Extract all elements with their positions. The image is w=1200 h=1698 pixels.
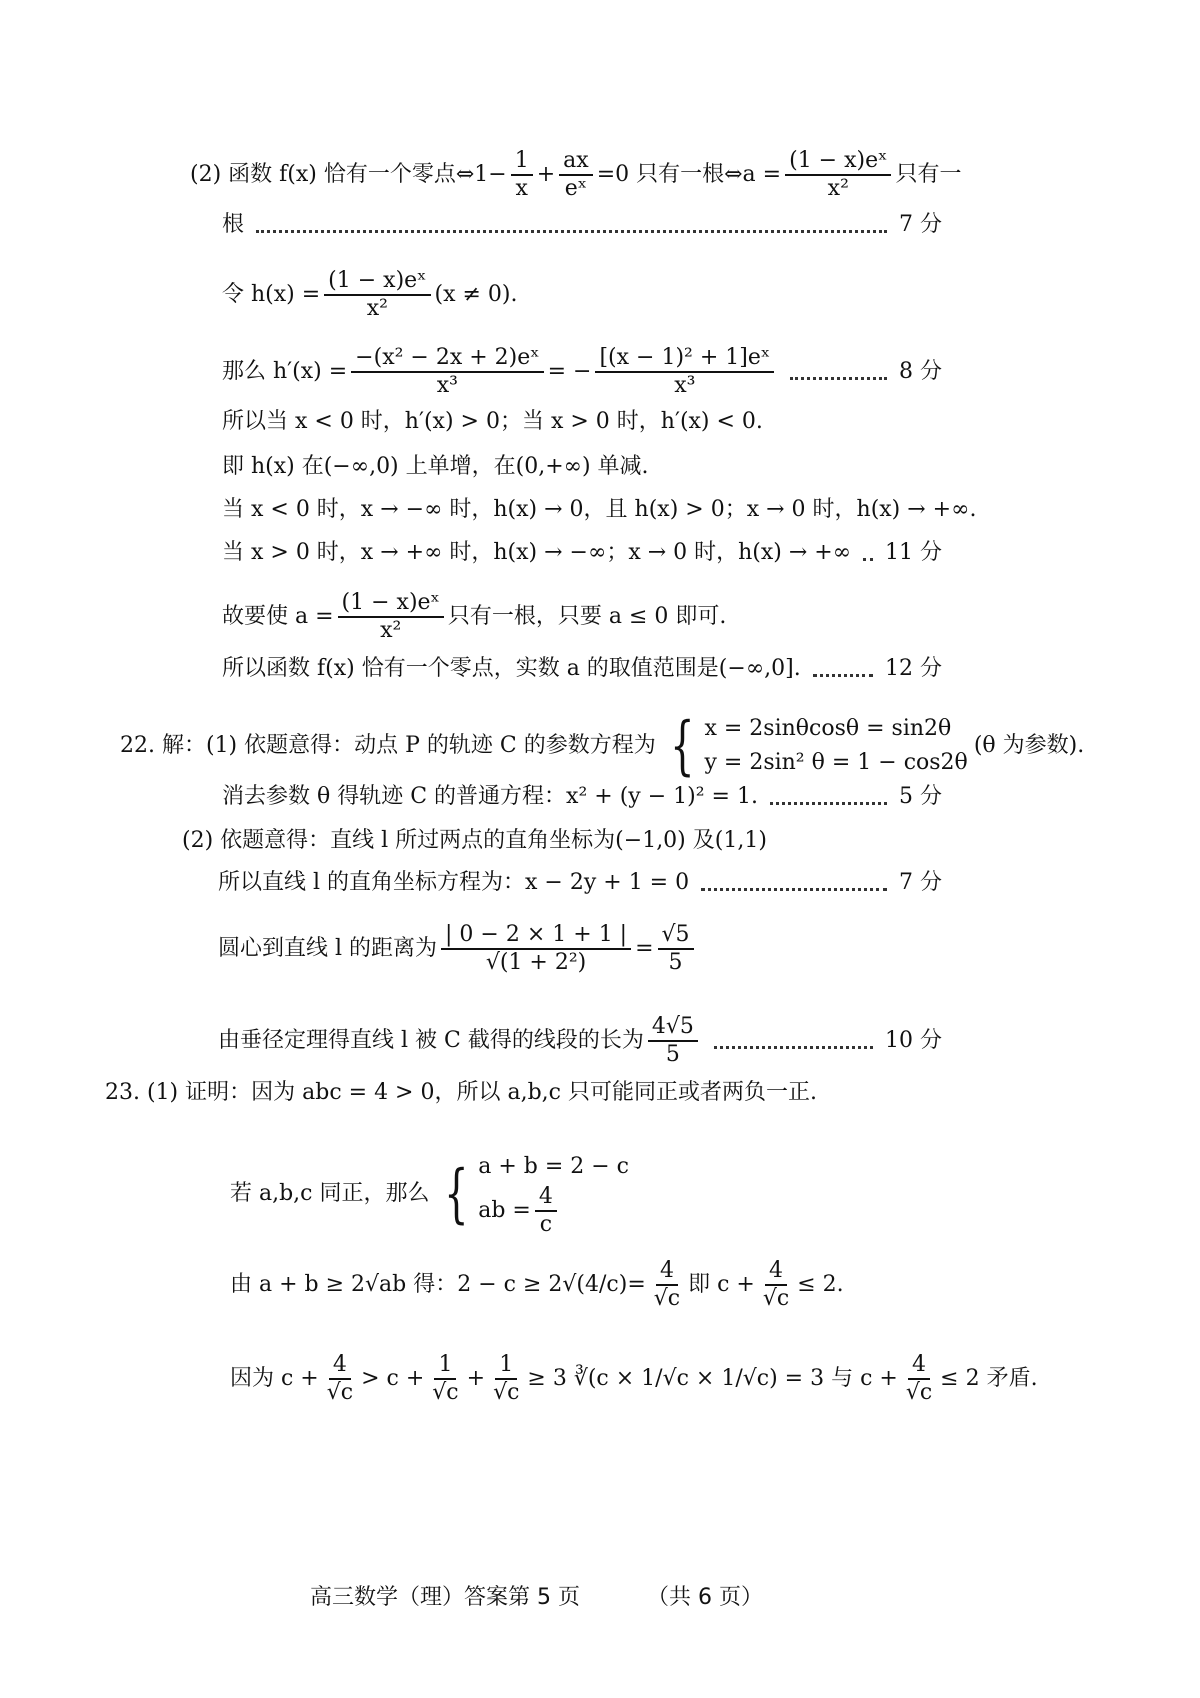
score-label: 7 分 xyxy=(899,212,942,237)
text: ab = xyxy=(478,1198,531,1223)
text: ≤ 2 矛盾. xyxy=(940,1366,1038,1391)
text: 当 x < 0 时，x → −∞ 时，h(x) → 0，且 h(x) > 0；x → 0 时，h(x) → +∞. xyxy=(222,497,977,522)
numerator: 4 xyxy=(535,1184,557,1212)
dot-leader xyxy=(714,1045,873,1049)
equation: x = 2sinθcosθ = sin2θ xyxy=(704,716,952,741)
text: (2) 函数 f(x) 恰有一个零点⇔1− xyxy=(190,162,507,187)
numerator: 1 xyxy=(495,1352,517,1380)
equation-system xyxy=(662,709,968,783)
score-label: 8 分 xyxy=(899,359,942,384)
text: ≥ 3 ∛(c × 1/√c × 1/√c) = 3 与 c + xyxy=(527,1366,898,1391)
numerator: (1 − x)eˣ xyxy=(324,268,430,296)
text: 只有一根，只要 a ≤ 0 即可. xyxy=(447,604,727,629)
fraction xyxy=(650,1258,684,1312)
line-root-score xyxy=(222,210,942,240)
dot-leader xyxy=(770,801,887,805)
line-contradiction xyxy=(230,1352,1038,1406)
denominator: √c xyxy=(905,1380,933,1405)
fraction xyxy=(428,1352,462,1406)
line-line-eq xyxy=(218,868,942,898)
text: 根 xyxy=(222,212,245,237)
fraction xyxy=(511,148,533,202)
text: 故要使 a = xyxy=(222,604,334,629)
footer-total: （共 6 页） xyxy=(646,1585,763,1610)
fraction xyxy=(648,1014,698,1068)
text: 若 a,b,c 同正，那么 xyxy=(230,1181,430,1206)
text: = xyxy=(635,936,654,961)
numerator: −(x² − 2x + 2)eˣ xyxy=(351,345,543,373)
denominator: √c xyxy=(326,1380,354,1405)
text: 消去参数 θ 得轨迹 C 的普通方程：x² + (y − 1)² = 1. xyxy=(222,784,758,809)
denominator: x² xyxy=(380,618,402,643)
denominator: 5 xyxy=(665,1042,680,1067)
denominator: x² xyxy=(366,296,388,321)
dot-leader xyxy=(256,229,887,233)
line-am-gm xyxy=(230,1258,844,1312)
numerator: (1 − x)eˣ xyxy=(785,148,891,176)
fraction xyxy=(535,1184,557,1238)
text: 由垂径定理得直线 l 被 C 截得的线段的长为 xyxy=(218,1028,644,1053)
text: 由 a + b ≥ 2√ab 得：2 − c ≥ 2 xyxy=(230,1272,563,1297)
denominator: √c xyxy=(653,1286,681,1311)
dot-leader xyxy=(863,557,873,561)
text: 圆心到直线 l 的距离为 xyxy=(218,936,438,961)
brace: { xyxy=(669,709,695,783)
text: > c + xyxy=(361,1366,425,1391)
numerator: | 0 − 2 × 1 + 1 | xyxy=(441,922,631,950)
line-zero-condition xyxy=(190,148,961,202)
denominator: √c xyxy=(493,1380,520,1405)
dot-leader xyxy=(701,887,887,891)
text: 所以直线 l 的直角坐标方程为：x − 2y + 1 = 0 xyxy=(218,870,690,895)
equation: a + b = 2 − c xyxy=(478,1154,629,1179)
numerator: 1 xyxy=(434,1352,456,1380)
line-chord xyxy=(218,1014,942,1068)
fraction xyxy=(441,922,631,976)
equation: y = 2sin² θ = 1 − cos2θ xyxy=(704,750,968,775)
page-footer xyxy=(310,1580,823,1611)
equation xyxy=(478,1184,629,1238)
text: 23. (1) 证明：因为 abc = 4 > 0，所以 a,b,c 只可能同正或者两负一正. xyxy=(105,1080,817,1105)
dot-leader xyxy=(790,376,887,380)
line-q23-proof xyxy=(105,1078,817,1108)
text: √(4/c) xyxy=(562,1272,628,1297)
numerator: 1 xyxy=(511,148,533,176)
fraction xyxy=(489,1352,523,1406)
equation-system xyxy=(436,1150,630,1238)
text: 当 x > 0 时，x → +∞ 时，h(x) → −∞；x → 0 时，h(x) → +∞ xyxy=(222,540,852,565)
footer-title: 高三数学（理）答案第 5 页 xyxy=(310,1585,580,1610)
text: (x ≠ 0). xyxy=(434,282,518,307)
text: = − xyxy=(547,359,592,384)
text: (2) 依题意得：直线 l 所过两点的直角坐标为(−1,0) 及(1,1) xyxy=(182,828,767,853)
numerator: 4 xyxy=(908,1352,930,1380)
text: 所以函数 f(x) 恰有一个零点，实数 a 的取值范围是(−∞,0]. xyxy=(222,656,801,681)
denominator: √c xyxy=(432,1380,459,1405)
denominator: x³ xyxy=(436,373,458,398)
denominator: eˣ xyxy=(564,176,588,201)
brace: { xyxy=(443,1157,469,1231)
line-limit-neg xyxy=(222,495,976,525)
text: + xyxy=(466,1366,486,1391)
line-derivative xyxy=(222,345,942,399)
fraction xyxy=(759,1258,793,1312)
text: 即 c + xyxy=(688,1272,755,1297)
numerator: 4 xyxy=(329,1352,351,1380)
dot-leader xyxy=(813,673,873,677)
score-label: 10 分 xyxy=(885,1028,942,1053)
line-q22-part2 xyxy=(182,826,767,856)
text: ≤ 2. xyxy=(797,1272,844,1297)
line-distance xyxy=(218,922,698,976)
denominator: √(1 + 2²) xyxy=(485,950,587,975)
text: 即 h(x) 在(−∞,0) 上单增，在(0,+∞) 单减. xyxy=(222,454,649,479)
numerator: 4√5 xyxy=(648,1014,698,1042)
denominator: 5 xyxy=(668,950,683,975)
score-label: 11 分 xyxy=(885,540,942,565)
denominator: c xyxy=(539,1212,553,1237)
text: + xyxy=(536,162,556,187)
text: 22. 解：(1) 依题意得：动点 P 的轨迹 C 的参数方程为 xyxy=(120,733,656,758)
numerator: √5 xyxy=(658,922,694,950)
denominator: x³ xyxy=(674,373,696,398)
line-q22-param xyxy=(120,709,1085,783)
fraction xyxy=(658,922,694,976)
line-define-h xyxy=(222,268,518,322)
denominator: x xyxy=(515,176,528,201)
text: 只有一 xyxy=(895,162,962,187)
denominator: x² xyxy=(827,176,849,201)
numerator: 4 xyxy=(765,1258,787,1286)
fraction xyxy=(324,268,430,322)
score-label: 5 分 xyxy=(899,784,942,809)
text: 因为 c + xyxy=(230,1366,319,1391)
numerator: (1 − x)eˣ xyxy=(338,590,444,618)
line-standard-eq xyxy=(222,782,942,812)
fraction xyxy=(785,148,891,202)
denominator: √c xyxy=(762,1286,790,1311)
text: = xyxy=(627,1272,646,1297)
line-sign xyxy=(222,407,763,437)
line-limit-pos xyxy=(222,538,942,568)
fraction xyxy=(595,345,774,399)
fraction xyxy=(559,148,593,202)
text: 那么 h′(x) = xyxy=(222,359,348,384)
numerator: 4 xyxy=(656,1258,678,1286)
line-monotonic xyxy=(222,452,649,482)
fraction xyxy=(351,345,543,399)
fraction xyxy=(338,590,444,644)
line-conclusion-a xyxy=(222,590,726,644)
numerator: ax xyxy=(559,148,593,176)
numerator: [(x − 1)² + 1]eˣ xyxy=(595,345,774,373)
line-same-sign xyxy=(230,1150,635,1238)
text: (θ 为参数). xyxy=(973,733,1085,758)
text: 所以当 x < 0 时，h′(x) > 0；当 x > 0 时，h′(x) < 0. xyxy=(222,409,763,434)
score-label: 7 分 xyxy=(899,870,942,895)
text: =0 只有一根⇔a = xyxy=(596,162,782,187)
fraction xyxy=(902,1352,936,1406)
line-range xyxy=(222,654,942,684)
score-label: 12 分 xyxy=(885,656,942,681)
fraction xyxy=(323,1352,357,1406)
text: 令 h(x) = xyxy=(222,282,321,307)
